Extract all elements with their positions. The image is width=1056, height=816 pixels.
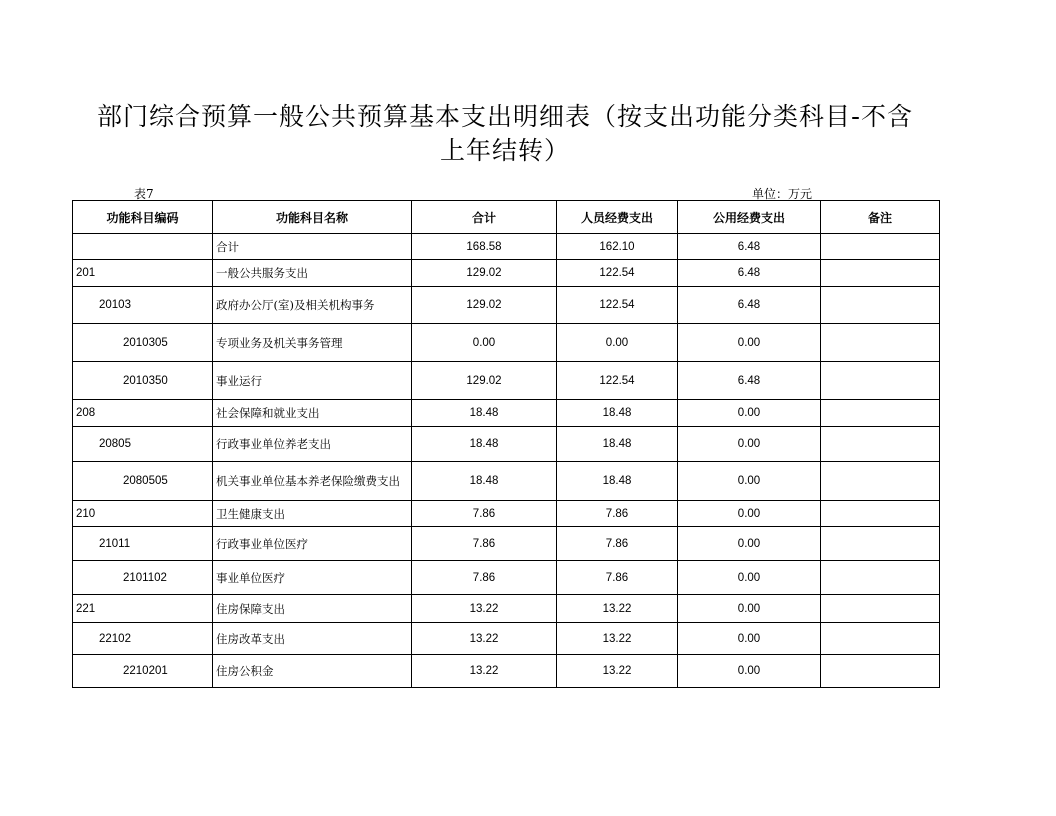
cell-note [821,427,940,462]
cell-name: 合计 [213,234,412,260]
cell-code: 2010350 [73,362,213,400]
cell-public: 0.00 [678,527,821,561]
cell-note [821,501,940,527]
cell-code: 2101102 [73,561,213,595]
cell-public: 0.00 [678,462,821,501]
cell-public: 0.00 [678,655,821,688]
cell-public: 0.00 [678,324,821,362]
table-row [73,400,940,427]
header-personnel: 人员经费支出 [557,201,678,234]
cell-code: 221 [73,595,213,623]
header-note: 备注 [821,201,940,234]
cell-name: 住房保障支出 [213,595,412,623]
cell-personnel: 122.54 [557,287,678,324]
cell-code [73,234,213,260]
table-row [73,324,940,362]
cell-name: 社会保障和就业支出 [213,400,412,427]
cell-total: 7.86 [412,561,557,595]
cell-total: 18.48 [412,462,557,501]
cell-note [821,623,940,655]
cell-name: 住房公积金 [213,655,412,688]
cell-note [821,287,940,324]
header-row [73,201,940,234]
cell-code: 201 [73,260,213,287]
title-line-2: 上年结转） [439,136,570,165]
cell-personnel: 7.86 [557,561,678,595]
table-row [73,260,940,287]
cell-name: 行政事业单位医疗 [213,527,412,561]
table-row [73,234,940,260]
cell-note [821,362,940,400]
cell-name: 事业单位医疗 [213,561,412,595]
cell-total: 129.02 [412,287,557,324]
cell-total: 13.22 [412,655,557,688]
cell-public: 0.00 [678,400,821,427]
table-row [73,427,940,462]
cell-public: 0.00 [678,623,821,655]
cell-personnel: 162.10 [557,234,678,260]
cell-code: 22102 [73,623,213,655]
cell-note [821,324,940,362]
cell-total: 0.00 [412,324,557,362]
cell-personnel: 13.22 [557,623,678,655]
page-title [0,100,1010,168]
cell-code: 2210201 [73,655,213,688]
cell-note [821,260,940,287]
cell-name: 卫生健康支出 [213,501,412,527]
table-row [73,501,940,527]
cell-public: 6.48 [678,234,821,260]
cell-note [821,400,940,427]
cell-name: 住房改革支出 [213,623,412,655]
table-row [73,595,940,623]
cell-name: 专项业务及机关事务管理 [213,324,412,362]
cell-total: 168.58 [412,234,557,260]
cell-personnel: 18.48 [557,462,678,501]
cell-code: 20805 [73,427,213,462]
cell-public: 6.48 [678,362,821,400]
title-line-1: 部门综合预算一般公共预算基本支出明细表（按支出功能分类科目-不含 [96,102,914,131]
table-row [73,362,940,400]
table-row [73,655,940,688]
cell-total: 18.48 [412,427,557,462]
unit-label: 单位：万元 [752,187,813,201]
cell-code: 2080505 [73,462,213,501]
cell-code: 208 [73,400,213,427]
cell-name: 政府办公厅(室)及相关机构事务 [213,287,412,324]
table-row [73,527,940,561]
cell-public: 0.00 [678,561,821,595]
cell-note [821,561,940,595]
cell-total: 7.86 [412,501,557,527]
cell-public: 6.48 [678,260,821,287]
cell-note [821,527,940,561]
cell-code: 210 [73,501,213,527]
budget-table [72,200,940,688]
table-row [73,561,940,595]
cell-name: 机关事业单位基本养老保险缴费支出 [213,462,412,501]
table-row [73,287,940,324]
cell-public: 0.00 [678,501,821,527]
cell-code: 21011 [73,527,213,561]
cell-note [821,595,940,623]
cell-total: 7.86 [412,527,557,561]
header-name: 功能科目名称 [213,201,412,234]
cell-note [821,234,940,260]
cell-total: 13.22 [412,595,557,623]
cell-public: 6.48 [678,287,821,324]
cell-personnel: 7.86 [557,527,678,561]
cell-personnel: 13.22 [557,655,678,688]
header-code: 功能科目编码 [73,201,213,234]
cell-personnel: 122.54 [557,362,678,400]
cell-public: 0.00 [678,595,821,623]
cell-note [821,462,940,501]
cell-total: 18.48 [412,400,557,427]
cell-personnel: 18.48 [557,400,678,427]
cell-note [821,655,940,688]
cell-code: 20103 [73,287,213,324]
table-number: 表7 [134,187,154,201]
cell-total: 129.02 [412,260,557,287]
cell-code: 2010305 [73,324,213,362]
cell-public: 0.00 [678,427,821,462]
cell-total: 129.02 [412,362,557,400]
cell-name: 事业运行 [213,362,412,400]
table-row [73,623,940,655]
table-row [73,462,940,501]
header-total: 合计 [412,201,557,234]
cell-personnel: 7.86 [557,501,678,527]
cell-personnel: 18.48 [557,427,678,462]
cell-personnel: 13.22 [557,595,678,623]
cell-personnel: 122.54 [557,260,678,287]
cell-name: 行政事业单位养老支出 [213,427,412,462]
header-public: 公用经费支出 [678,201,821,234]
cell-total: 13.22 [412,623,557,655]
cell-name: 一般公共服务支出 [213,260,412,287]
cell-personnel: 0.00 [557,324,678,362]
